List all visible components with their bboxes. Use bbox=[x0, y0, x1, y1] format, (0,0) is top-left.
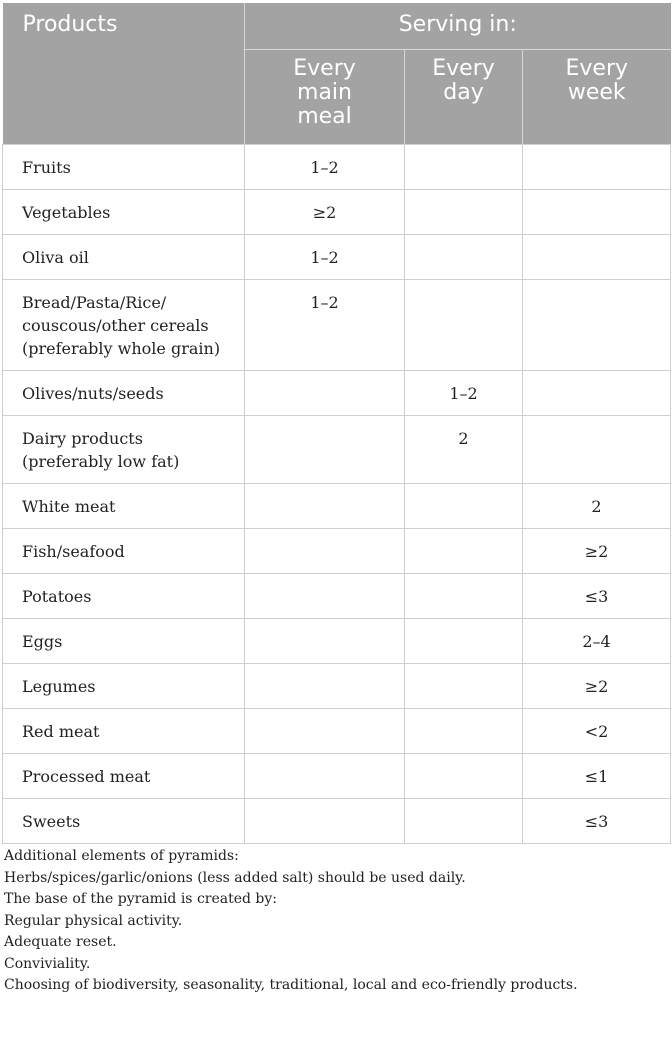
cell-every-main-meal bbox=[245, 416, 405, 484]
serving-table-container bbox=[2, 3, 670, 997]
header-products: Products bbox=[3, 3, 245, 145]
row-product-name: Vegetables bbox=[3, 190, 245, 235]
serving-table bbox=[2, 3, 671, 844]
cell-every-day bbox=[405, 574, 523, 619]
footnote-line: Additional elements of pyramids: bbox=[4, 848, 239, 864]
cell-every-week: ≤3 bbox=[523, 574, 671, 619]
cell-every-week bbox=[523, 280, 671, 371]
cell-every-week: ≥2 bbox=[523, 664, 671, 709]
row-product-name: Legumes bbox=[3, 664, 245, 709]
table-row bbox=[3, 280, 671, 371]
cell-every-main-meal bbox=[245, 529, 405, 574]
cell-every-week bbox=[523, 416, 671, 484]
cell-every-week: ≥2 bbox=[523, 529, 671, 574]
row-product-name: Potatoes bbox=[3, 574, 245, 619]
cell-every-week: 2 bbox=[523, 484, 671, 529]
row-product-name: Olives/nuts/seeds bbox=[3, 371, 245, 416]
row-product-name: Sweets bbox=[3, 799, 245, 844]
cell-every-main-meal: 1–2 bbox=[245, 280, 405, 371]
table-row bbox=[3, 709, 671, 754]
cell-every-day: 1–2 bbox=[405, 371, 523, 416]
table-row bbox=[3, 754, 671, 799]
footnote-line: The base of the pyramid is created by: bbox=[4, 891, 278, 907]
cell-every-week bbox=[523, 190, 671, 235]
cell-every-main-meal bbox=[245, 754, 405, 799]
cell-every-main-meal bbox=[245, 574, 405, 619]
table-row bbox=[3, 371, 671, 416]
footnote-line: Adequate reset. bbox=[4, 934, 117, 950]
row-product-name: White meat bbox=[3, 484, 245, 529]
header-every-main-meal: Every main meal bbox=[245, 50, 405, 145]
table-row bbox=[3, 145, 671, 190]
row-product-name: Bread/Pasta/Rice/ couscous/other cereals (preferably whole grain) bbox=[3, 280, 245, 371]
cell-every-day bbox=[405, 145, 523, 190]
table-header bbox=[3, 3, 671, 145]
cell-every-week: ≤1 bbox=[523, 754, 671, 799]
cell-every-main-meal: ≥2 bbox=[245, 190, 405, 235]
cell-every-day bbox=[405, 529, 523, 574]
header-every-day: Every day bbox=[405, 50, 523, 145]
row-product-name: Dairy products (preferably low fat) bbox=[3, 416, 245, 484]
cell-every-day bbox=[405, 619, 523, 664]
row-product-name: Oliva oil bbox=[3, 235, 245, 280]
cell-every-main-meal bbox=[245, 799, 405, 844]
row-product-name: Processed meat bbox=[3, 754, 245, 799]
table-row bbox=[3, 619, 671, 664]
cell-every-week bbox=[523, 235, 671, 280]
table-body bbox=[3, 145, 671, 844]
cell-every-day bbox=[405, 799, 523, 844]
table-footnotes bbox=[2, 844, 670, 997]
cell-every-main-meal bbox=[245, 619, 405, 664]
cell-every-day bbox=[405, 484, 523, 529]
cell-every-main-meal bbox=[245, 371, 405, 416]
footnote-line: Herbs/spices/garlic/onions (less added salt) should be used daily. bbox=[4, 869, 466, 886]
table-row bbox=[3, 799, 671, 844]
row-product-name: Fruits bbox=[3, 145, 245, 190]
row-product-name: Eggs bbox=[3, 619, 245, 664]
cell-every-main-meal bbox=[245, 709, 405, 754]
cell-every-main-meal: 1–2 bbox=[245, 235, 405, 280]
cell-every-day: 2 bbox=[405, 416, 523, 484]
header-serving-in: Serving in: bbox=[245, 3, 671, 50]
table-row bbox=[3, 664, 671, 709]
table-row bbox=[3, 574, 671, 619]
cell-every-day bbox=[405, 280, 523, 371]
footnote-line: Choosing of biodiversity, seasonality, traditional, local and eco-friendly products. bbox=[4, 977, 578, 993]
cell-every-main-meal bbox=[245, 664, 405, 709]
cell-every-week: 2–4 bbox=[523, 619, 671, 664]
cell-every-day bbox=[405, 664, 523, 709]
cell-every-day bbox=[405, 235, 523, 280]
cell-every-week bbox=[523, 371, 671, 416]
row-product-name: Red meat bbox=[3, 709, 245, 754]
cell-every-day bbox=[405, 754, 523, 799]
table-row bbox=[3, 416, 671, 484]
footnote-line: Conviviality. bbox=[4, 955, 91, 972]
header-every-week: Every week bbox=[523, 50, 671, 145]
table-row bbox=[3, 190, 671, 235]
footnote-line: Regular physical activity. bbox=[4, 912, 183, 929]
table-row bbox=[3, 484, 671, 529]
cell-every-day bbox=[405, 709, 523, 754]
cell-every-week: <2 bbox=[523, 709, 671, 754]
cell-every-main-meal: 1–2 bbox=[245, 145, 405, 190]
row-product-name: Fish/seafood bbox=[3, 529, 245, 574]
cell-every-week: ≤3 bbox=[523, 799, 671, 844]
cell-every-main-meal bbox=[245, 484, 405, 529]
table-row bbox=[3, 529, 671, 574]
cell-every-day bbox=[405, 190, 523, 235]
cell-every-week bbox=[523, 145, 671, 190]
table-row bbox=[3, 235, 671, 280]
